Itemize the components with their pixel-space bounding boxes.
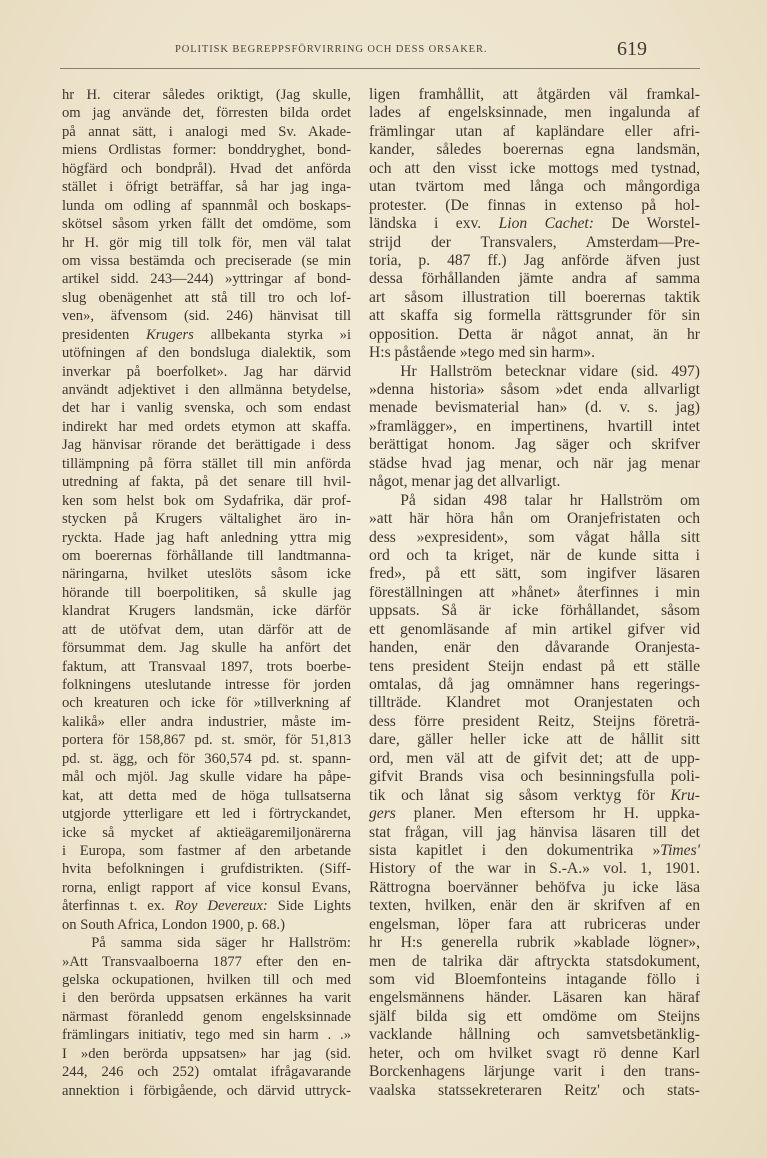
text-line <box>62 897 351 915</box>
text-line: Hr Hallström betecknar vidare (sid. 497) <box>400 362 700 380</box>
text-line: närmast föranledd genom engelsksinnade <box>62 1008 351 1025</box>
text-line: annektion i förbigående, och därvid uttryck- <box>62 1082 351 1099</box>
text-segment: sista kapitlet i den dokumentrika » <box>369 841 661 859</box>
text-line: hr H. gör mig till tolk för, men väl talat <box>62 234 351 251</box>
text-segment: återfinnas t. ex. <box>62 898 175 915</box>
text-line: menade bevismaterial han» (d. v. s. jag) <box>369 399 700 417</box>
text-line: dess förre president Reitz, Steijns företrä- <box>369 712 700 730</box>
text-line: utöfningen af den bondsluga dialektik, som <box>62 345 351 362</box>
text-line: on South Africa, London 1900, p. 68.) <box>62 916 285 933</box>
text-line: heter, och om hvilket svagt rö denne Karl <box>369 1044 700 1062</box>
text-line: tillträde. Klandret mot Oranjestaten och <box>369 694 700 712</box>
text-line: handen, enär den dåvarande Oranjesta- <box>369 639 700 657</box>
text-line: Rättrogna boervänner behöfva ju icke läsa <box>369 878 700 896</box>
text-line: utan tvärtom med långa och mångordiga <box>369 178 700 196</box>
text-line: skötsel såsom yrken fällt det omdöme, som <box>62 216 351 233</box>
text-line: indirekt har med ordets etymon att skaffa. <box>62 418 351 435</box>
text-line: och kreaturen och icke för »tillverkning af <box>62 695 351 712</box>
text-line: kander, således boerernas egna landsmän, <box>369 141 700 159</box>
text-line: Borckenhagens lärjunge varit i den trans- <box>369 1063 700 1081</box>
text-line: berättigat honom. Jag säger och skrifver <box>369 436 700 454</box>
text-line: mål och mjöl. Jag skulle vidare ha påpe- <box>62 769 351 786</box>
text-line: »framlägger», en impertinens, hvartill intet <box>369 417 700 435</box>
text-line: icke så mycket af aktieägaremiljonärerna <box>62 824 351 841</box>
text-line: miens Ordlistas former: bonddryghet, bond- <box>62 142 351 159</box>
text-line: rorna, enligt rapport af vice konsul Evans, <box>62 879 351 896</box>
text-line: dess »expresident», som vågat hålla sitt <box>369 528 700 546</box>
text-segment: tik och lånat sig såsom verktyg för <box>369 786 671 804</box>
text-line: hr H. citerar således oriktigt, (Jag skulle, <box>62 87 351 103</box>
text-segment: ländska i exv. <box>369 215 499 233</box>
text-line: kat, att detta med de höga tullsatserna <box>62 787 351 804</box>
text-line: något, menar jag det allvarligt. <box>369 473 561 491</box>
text-line: stycken på Krugers vältalighet äro in- <box>62 511 351 528</box>
text-line: protester. (De finnas in extenso på hol- <box>369 196 700 214</box>
italic-text: Lion Cachet: <box>498 215 594 233</box>
text-line: men de talrika där aftryckta statsdokument, <box>369 952 700 970</box>
text-line: ett genomläsande af min artikel gifver vid <box>369 620 700 638</box>
text-line: på annat sätt, i analogi med Sv. Akade- <box>62 123 351 140</box>
text-line: försummat dem. Jag skulle ha anfört det <box>62 640 351 657</box>
text-line: stället i öfrigt beträffar, så har jag inga- <box>62 179 351 196</box>
italic-text: Roy Devereux: <box>174 898 268 915</box>
text-line: lades af engelsksinnade, men ingalunda af <box>369 104 700 122</box>
text-line: »denna historia» såsom »det enda allvarligt <box>369 381 700 398</box>
text-line: 244, 246 och 252) omtalat ifrågavarande <box>62 1064 351 1081</box>
text-line: i Europa, som fastmer af den arbetande <box>62 842 351 859</box>
text-line: om vissa bestämda och preciserade (se min <box>62 252 351 269</box>
text-line: hörande till boerpolitiken, så skulle jag <box>62 584 351 601</box>
text-line: History of the war in S.-A.» vol. 1, 1901. <box>369 860 700 878</box>
text-line: utgjorde ytterligare ett led i förtryckandet, <box>62 806 351 823</box>
text-line <box>62 326 351 344</box>
text-line: städse hvad jag menar, och när jag menar <box>369 454 700 472</box>
text-line: På sidan 498 talar hr Hallström om <box>400 491 700 509</box>
text-line: inverkar på boerfolket». Jag har därvid <box>62 363 351 380</box>
text-line: kalikå» eller andra industrier, måste im- <box>62 713 351 730</box>
text-line: dare, gäller heller icke att de hållit sitt <box>369 731 700 749</box>
text-line: ord och ta kriget, när de kunde sitta i <box>369 546 700 564</box>
running-title: POLITISK BEGREPPSFÖRVIRRING OCH DESS ORSAKER. <box>175 44 488 55</box>
italic-text: Kru- <box>670 786 700 804</box>
text-line: tillämpning på förra stället till min anförda <box>62 455 351 472</box>
text-line: stat frågan, vill jag hänvisa läsaren till det <box>369 823 700 841</box>
text-line: engelsman, löper fara att rubriceras under <box>369 915 700 933</box>
text-line: utredning af fakta, på det senare till hvil- <box>62 474 351 491</box>
text-line: På samma sida säger hr Hallström: <box>91 935 351 952</box>
header-rule <box>60 68 700 69</box>
text-line: vacklande hållning och samvetsbetänklig- <box>369 1026 700 1044</box>
text-line: pd. st. ägg, och för 360,574 pd. st. spann- <box>62 750 351 767</box>
text-line: I »den berörda uppsatsen» har jag (sid. <box>62 1045 351 1062</box>
text-line: ligen framhållit, att åtgärden väl framkal- <box>369 86 700 103</box>
text-line: och att den visst icke mottogs med tystnad, <box>369 159 700 177</box>
text-line: »att här höra hån om Oranjefristaten och <box>369 510 700 528</box>
text-line: användt adjektivet i den allmänna betydelse, <box>62 382 351 398</box>
italic-text: gers <box>369 805 396 823</box>
text-line: ryckta. Hade jag haft anledning yttra mig <box>62 529 351 546</box>
text-line: »Att Transvaalboerna 1877 efter den en- <box>62 953 351 970</box>
text-line: vaalska statssekreteraren Reitz' och stats- <box>369 1081 700 1099</box>
text-segment: presidenten <box>62 326 146 343</box>
text-line: strijd der Transvalers, Amsterdam—Pre- <box>369 233 700 251</box>
text-line <box>369 805 700 823</box>
text-line: Jag hänvisar rörande det berättigade i dess <box>62 437 351 454</box>
text-segment: De Worstel- <box>593 215 700 233</box>
text-line: främlingar utan af kapländare eller afri- <box>369 122 700 140</box>
text-segment: planer. Men eftersom hr H. uppka- <box>395 805 700 823</box>
text-line: själf bilda sig ett omdöme om Steijns <box>369 1007 700 1025</box>
text-line: föreställningen att »hånet» återfinnes i min <box>369 583 700 601</box>
text-line: fred», på ett sätt, som ingifver läsaren <box>369 565 700 583</box>
text-line: texten, hvilken, enär den är skrifven af en <box>369 897 700 915</box>
text-line: lunda om odling af spannmål och boskaps- <box>62 197 351 214</box>
text-line: dessa förhållanden jämte andra af samma <box>369 270 700 288</box>
text-line: hvita befolkningen i grufdistrikten. (Siff- <box>62 861 351 878</box>
left-column <box>62 86 351 1100</box>
text-line: att skaffa sig formella rättsgrunder för sin <box>369 307 700 325</box>
text-line: ken som helst bok om Sydafrika, där prof- <box>62 492 351 509</box>
text-line: i den berörda uppsatsen erkännes ha varit <box>62 990 351 1007</box>
text-line: opposition. Detta är något annat, än hr <box>369 325 700 343</box>
text-line: uppsats. Så är icke förhållandet, såsom <box>369 602 700 620</box>
text-line: gifvit Brands visa och besinningsfulla poli- <box>369 768 700 786</box>
text-line: näringarna, hvilket uteslöts såsom icke <box>62 566 351 583</box>
text-line <box>369 787 700 805</box>
text-line <box>369 842 700 860</box>
text-line <box>369 215 700 233</box>
text-line: att de utöfvat dem, utan därför att de <box>62 621 351 638</box>
text-line: det har i vanlig svenska, och som endast <box>62 400 351 417</box>
text-segment: allbekanta styrka »i <box>193 326 351 343</box>
text-line: toria, p. 487 ff.) Jag anförde äfven just <box>369 251 700 269</box>
text-line: art såsom illustration till boerernas taktik <box>369 288 700 306</box>
text-line: högfärd och bondprål). Hvad det anförda <box>62 160 351 177</box>
text-line: engelsmännens händer. Läsaren kan häraf <box>369 989 700 1007</box>
text-line: främlingars initiativ, tego med sin harm . .» <box>62 1027 351 1044</box>
italic-text: Times' <box>660 841 700 859</box>
text-line: portera för 158,867 pd. st. smör, för 51,813 <box>62 732 351 749</box>
text-line: slug obenägenhet att stå till tro och lof- <box>62 289 351 306</box>
text-line: om boerernas förhållande till landtmanna- <box>62 547 351 564</box>
text-segment: Side Lights <box>267 898 352 915</box>
text-line: som vid Bloemfonteins intagande föllo i <box>369 971 700 988</box>
italic-text: Krugers <box>146 326 194 343</box>
text-line: folkningens uteslutande intresse för jorden <box>62 677 351 693</box>
page-number: 619 <box>617 38 647 60</box>
text-line: faktum, att Transvaal 1897, trots boerbe- <box>62 658 351 675</box>
text-line: tens president Steijn endast på ett ställe <box>369 657 700 675</box>
text-line: klandrat Krugers landsmän, icke därför <box>62 603 351 620</box>
text-line: ord, men väl att de gifvit det; att de upp- <box>369 749 700 767</box>
right-column <box>369 86 700 1100</box>
text-line: H:s påstående »tego med sin harm». <box>369 344 596 362</box>
text-line: om jag använde det, förresten bilda ordet <box>62 105 351 122</box>
text-line: gelska ockupationen, hvilken till och med <box>62 972 351 988</box>
text-line: ven», äfvensom (sid. 246) hänvisat till <box>62 308 351 325</box>
text-line: artikel sidd. 243—244) »yttringar af bond- <box>62 271 351 288</box>
text-line: omtalas, då jag omnämner hans regerings- <box>369 676 700 693</box>
text-line: hr H:s generella rubrik »kablade lögner», <box>369 934 700 952</box>
